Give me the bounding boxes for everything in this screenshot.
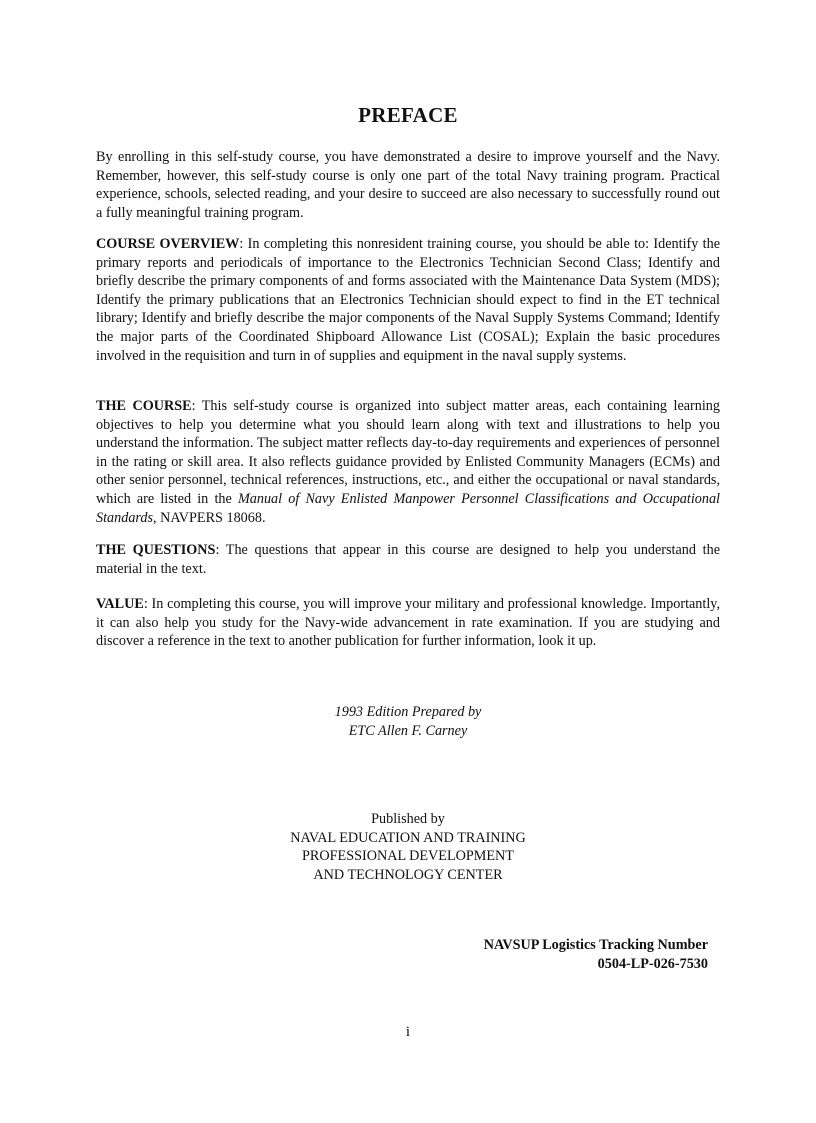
publisher-line-3: AND TECHNOLOGY CENTER [313,866,503,883]
the-questions-text: : The questions that appear in this course are designed to help you understand the material in the text. [96,542,720,577]
course-overview-text: : In completing this nonresident training course, you should be able to: Identify the primary reports and periodicals of importance to the Electronics Technician Second Class; Identify and briefly describe the primary components of and forms associated with the Maintenance Data System (MDS); Identify the primary publications that an Electronics Technician should expect to find in the ET technical library; Identify and briefly describe the major components of the Naval Supply Systems Command; Identify the major parts of the Coordinated Shipboard Allowance List (COSAL); Explain the basic procedures involved in the requisition and turn in of supplies and equipment in the naval supply systems. [96,236,720,364]
course-overview-heading: COURSE OVERVIEW [96,236,240,252]
the-course-text: : This self-study course is organized into subject matter areas, each containing learning objectives to help you determine what you should learn along with text and illustrations to help you understand the information. The subject matter reflects day-to-day requirements and experiences of personnel in the rating or skill area. It also reflects guidance provided by Enlisted Community Managers (ECMs) and other senior personnel, technical references, instructions, etc., and either the occupational or naval standards, which are listed in the [96,398,720,507]
value-paragraph [96,595,720,651]
page-title: PREFACE [358,103,458,127]
the-questions-heading: THE QUESTIONS [96,542,216,558]
publisher-block [0,810,816,884]
page-number: i [405,1024,411,1040]
tracking-number-block [484,936,708,973]
the-course-paragraph [96,397,720,527]
intro-paragraph: By enrolling in this self-study course, you have demonstrated a desire to improve yourself and the Navy. Remember, however, this self-study course is only one part of the total Navy training program. Practical experience, schools, selected reading, and your desire to succeed are also necessary to successfully round out a fully meaningful training program. [96,149,720,221]
the-questions-paragraph [96,541,720,578]
tracking-label: NAVSUP Logistics Tracking Number [483,937,708,953]
publisher-line-1: NAVAL EDUCATION AND TRAINING [290,829,526,846]
publisher-line-2: PROFESSIONAL DEVELOPMENT [302,848,514,865]
edition-credit [0,703,816,740]
edition-line: 1993 Edition Prepared by [334,704,482,720]
value-heading: VALUE [96,596,144,612]
tracking-number: 0504-LP-026-7530 [597,955,708,972]
published-by-line: Published by [371,811,445,827]
value-text: : In completing this course, you will improve your military and professional knowledge. Importantly, it can also help you study for the Navy-wide advancement in rate examination. If you are studying and discover a reference in the text to another publication for further information, look it up. [96,596,720,650]
the-course-text-end: , NAVPERS 18068. [153,509,266,526]
the-course-heading: THE COURSE [96,398,192,414]
course-overview-paragraph [96,235,720,365]
author-line: ETC Allen F. Carney [348,722,468,739]
publication-title: Manual of Navy Enlisted Manpower Personnel Classifications and Occupational Standards [96,490,720,526]
